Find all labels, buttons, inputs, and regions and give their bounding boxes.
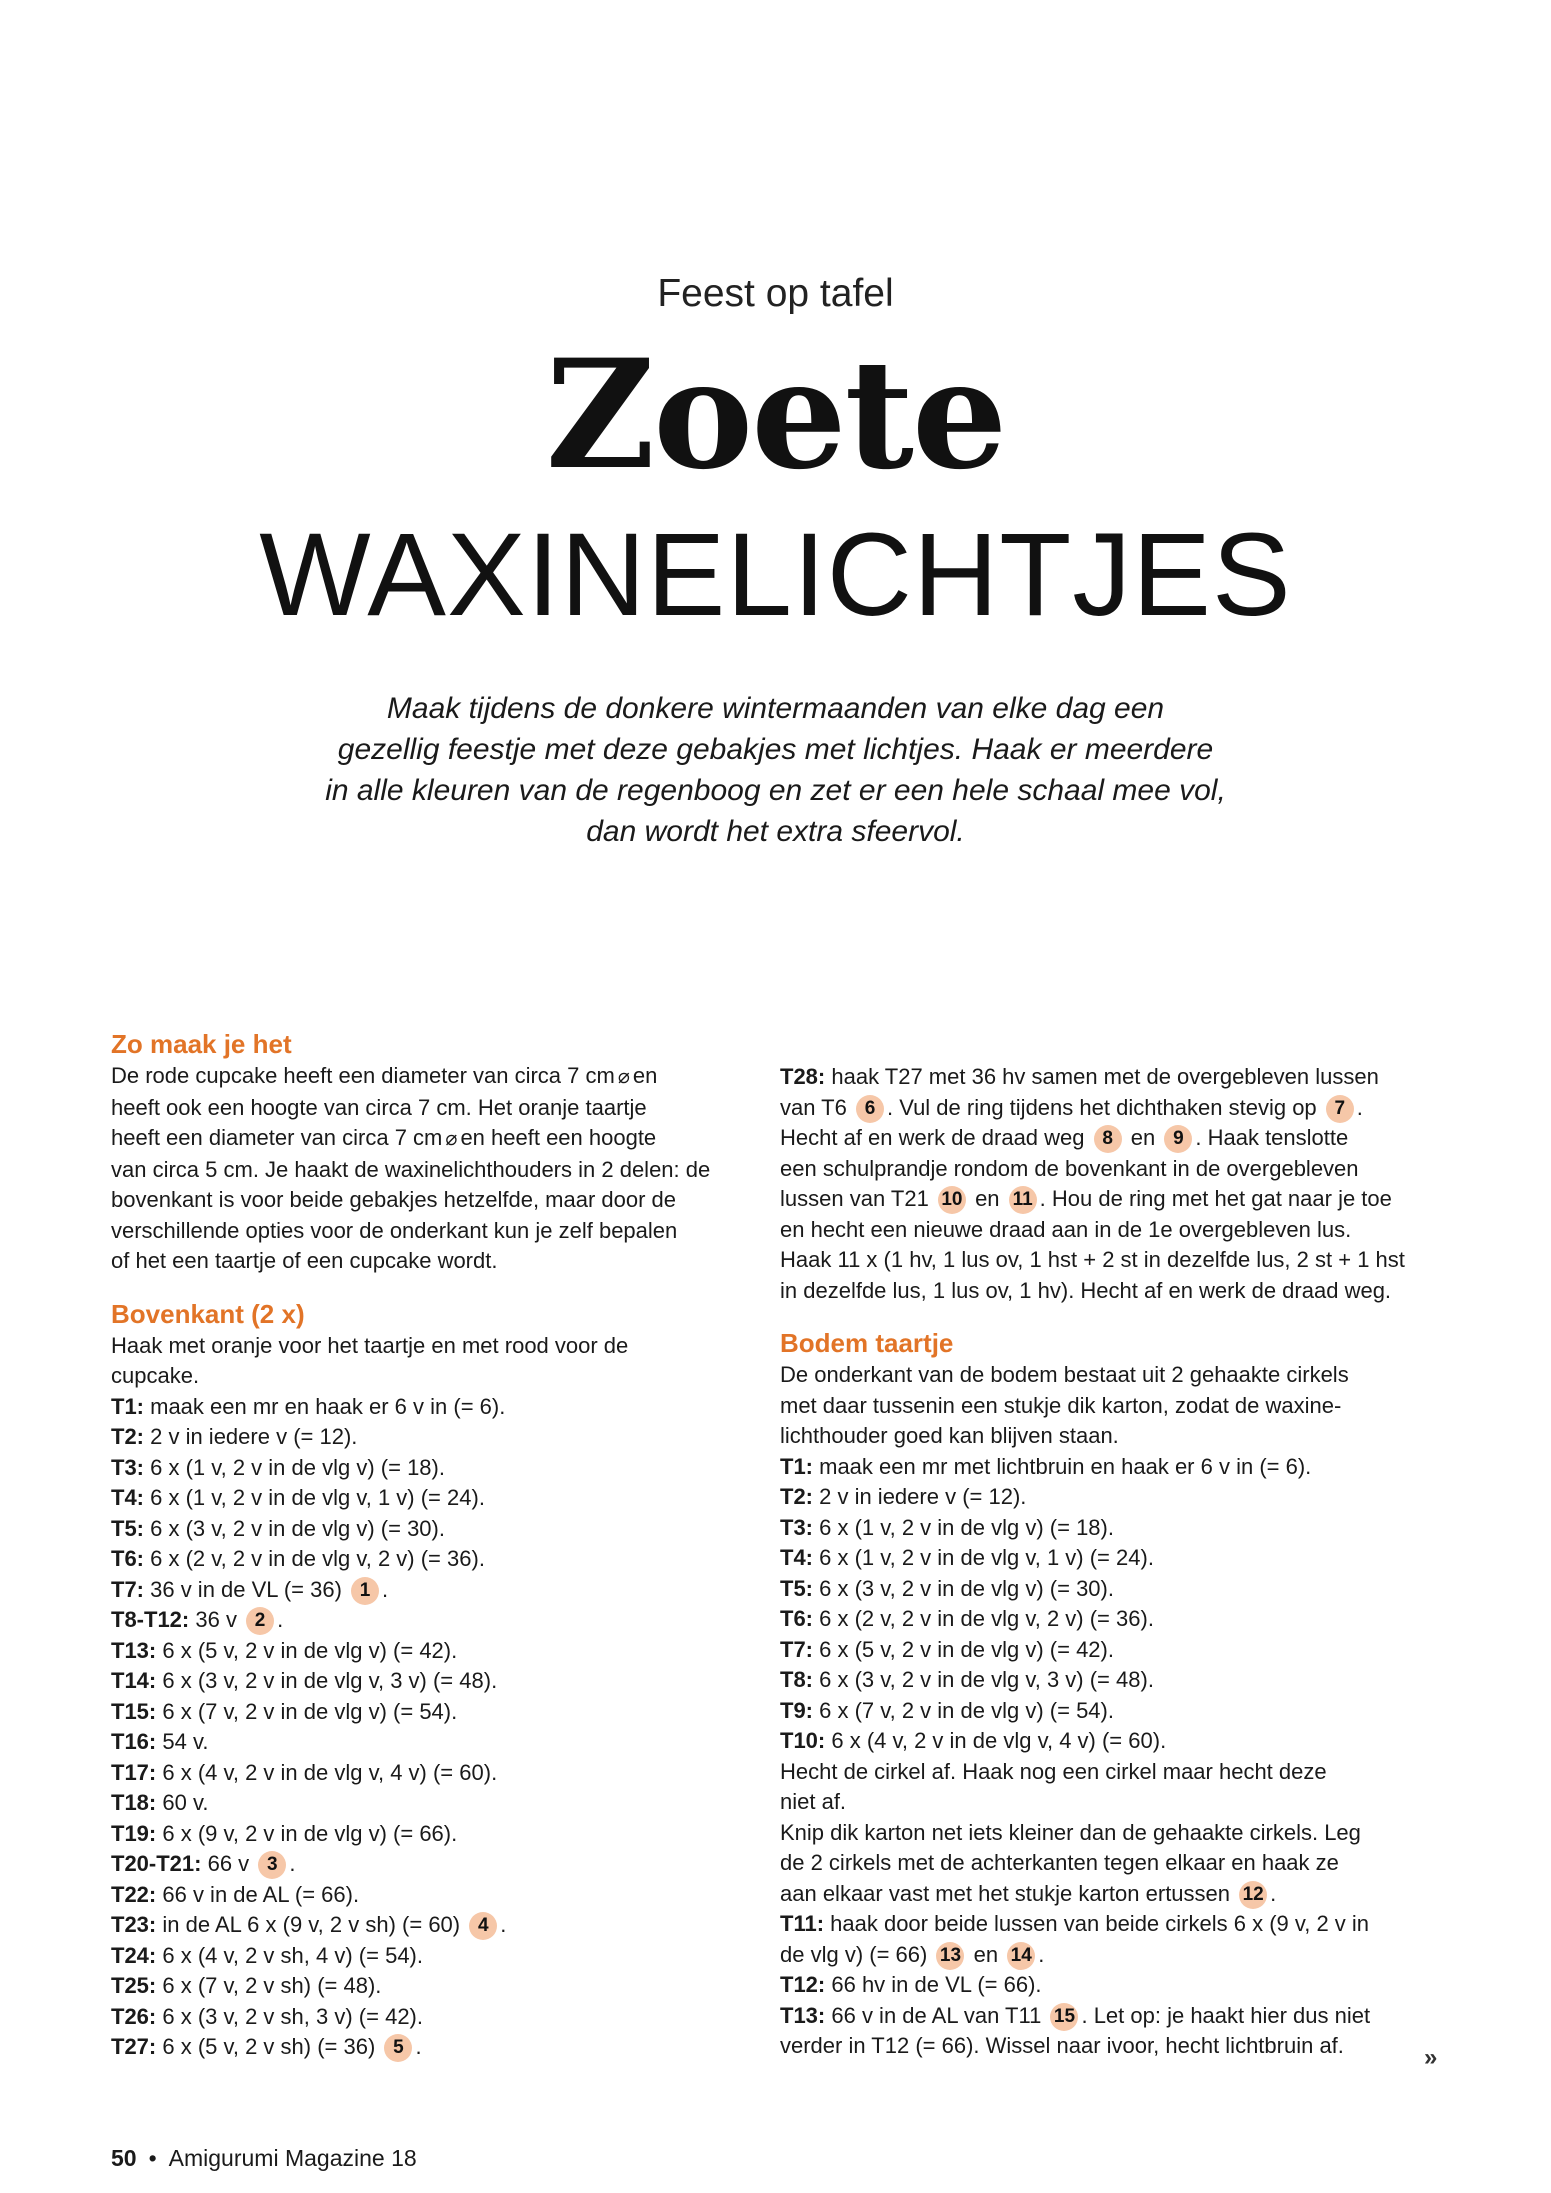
round-row: [780, 1696, 1440, 1727]
round-label: T11:: [780, 1911, 825, 1936]
page-number: 50: [111, 2145, 137, 2171]
round-text: 66 v in de AL (= 66).: [156, 1881, 360, 1907]
right-column: [780, 1062, 1440, 2062]
round-label: T17:: [111, 1759, 157, 1785]
text-line: de 2 cirkels met de achterkanten tegen elkaar en haak ze: [780, 1850, 1339, 1875]
round-row: [111, 1514, 741, 1545]
heading-bovenkant: Bovenkant (2 x): [111, 1298, 305, 1329]
round-label: T8:: [780, 1667, 813, 1692]
text-line: [780, 1062, 1440, 1093]
step-badge: 1: [351, 1577, 379, 1605]
round-text: 6 x (1 v, 2 v in de vlg v) (= 18).: [813, 1514, 1114, 1540]
round-label: T24:: [111, 1942, 157, 1968]
text-line: in dezelfde lus, 1 lus ov, 1 hv). Hecht af en werk de draad weg.: [780, 1277, 1392, 1303]
round-row: [111, 1636, 741, 1667]
step-badge: 8: [1094, 1125, 1122, 1153]
text: .: [277, 1607, 284, 1632]
round-label: T7:: [780, 1636, 813, 1662]
text: . Let op: je haakt hier dus niet: [1081, 2002, 1371, 2028]
text: . Vul de ring tijdens het dichthaken stevig op: [886, 1094, 1317, 1120]
text-line: [780, 1123, 1440, 1154]
text-line: met daar tussenin een stukje dik karton, zodat de waxine-: [780, 1392, 1342, 1418]
text-line: [780, 1093, 1440, 1124]
intro-line: in alle kleuren van de regenboog en zet er een hele schaal mee vol,: [325, 774, 1226, 807]
round-label: T6:: [780, 1606, 813, 1631]
text-line: en hecht een nieuwe draad aan in de 1e overgebleven lus.: [780, 1216, 1352, 1242]
section-kicker: Feest op tafel: [657, 272, 894, 315]
round-label: T22:: [111, 1881, 157, 1907]
heading-bodem-taartje: Bodem taartje: [780, 1328, 954, 1358]
round-label: T7:: [111, 1576, 144, 1602]
round-row: [780, 1452, 1440, 1483]
diameter-icon: ⌀: [617, 1066, 630, 1088]
text: de vlg v) (= 66): [780, 1941, 928, 1967]
text: van T6: [780, 1094, 847, 1120]
round-row: [111, 1880, 741, 1911]
text-line: [780, 1909, 1440, 1940]
text-line: Haak 11 x (1 hv, 1 lus ov, 1 hst + 2 st in dezelfde lus, 2 st + 1 hst: [780, 1247, 1405, 1272]
round-row: [111, 2002, 741, 2033]
text-line: Knip dik karton net iets kleiner dan de gehaakte cirkels. Leg: [780, 1819, 1361, 1845]
round-text: 6 x (3 v, 2 v sh, 3 v) (= 42).: [156, 2003, 423, 2029]
step-badge: 9: [1164, 1125, 1192, 1153]
round-text: 6 x (5 v, 2 v in de vlg v) (= 42).: [156, 1637, 458, 1663]
round-label: T23:: [111, 1912, 157, 1937]
round-text: 2 v in iedere v (= 12).: [813, 1484, 1027, 1509]
step-badge: 2: [246, 1607, 274, 1635]
round-row: [111, 1544, 741, 1575]
round-label: T19:: [111, 1820, 157, 1846]
step-badge: 13: [936, 1942, 964, 1970]
left-column: [111, 1027, 741, 2063]
round-text: 2 v in iedere v (= 12).: [144, 1424, 358, 1449]
round-row: [111, 2032, 741, 2063]
round-label: T15:: [111, 1698, 157, 1724]
text-line: verschillende opties voor de onderkant kun je zelf bepalen: [111, 1217, 678, 1243]
round-label: T13:: [780, 2002, 826, 2028]
step-badge: 10: [938, 1186, 966, 1214]
round-text: 36 v in de VL (= 36): [144, 1576, 342, 1602]
round-label: T9:: [780, 1697, 813, 1723]
round-row: [111, 1392, 741, 1423]
round-text: 6 x (9 v, 2 v in de vlg v) (= 66).: [156, 1820, 458, 1846]
round-text: in de AL 6 x (9 v, 2 v sh) (= 60): [156, 1912, 461, 1937]
text-line: lichthouder goed kan blijven staan.: [780, 1423, 1119, 1448]
round-text: 6 x (4 v, 2 v in de vlg v, 4 v) (= 60).: [156, 1759, 498, 1785]
text: en: [1130, 1125, 1156, 1150]
round-text: 6 x (2 v, 2 v in de vlg v, 2 v) (= 36).: [813, 1606, 1154, 1631]
round-row: [111, 1666, 741, 1697]
section1-body: [111, 1061, 741, 1277]
heading-zo-maak-je-het: Zo maak je het: [111, 1029, 292, 1059]
round-row: [111, 1819, 741, 1850]
text-line: [780, 1184, 1440, 1215]
text: heeft een diameter van circa 7 cm: [111, 1125, 443, 1150]
round-label: T27:: [111, 2034, 157, 2059]
text-line: bovenkant is voor beide gebakjes hetzelfde, maar door de: [111, 1187, 677, 1212]
text-line: De onderkant van de bodem bestaat uit 2 gehaakte cirkels: [780, 1362, 1349, 1387]
round-text: 6 x (5 v, 2 v in de vlg v) (= 42).: [813, 1636, 1114, 1662]
round-label: T6:: [111, 1546, 144, 1571]
round-row: [780, 1543, 1440, 1574]
round-row: [780, 1574, 1440, 1605]
round-label: T1:: [780, 1453, 813, 1479]
round-row: [111, 1788, 741, 1819]
round-text: 6 x (3 v, 2 v in de vlg v) (= 30).: [813, 1575, 1114, 1601]
intro-line: gezellig feestje met deze gebakjes met lichtjes. Haak er meerdere: [337, 733, 1214, 766]
step-badge: 14: [1007, 1942, 1035, 1970]
text-line: niet af.: [780, 1789, 847, 1814]
text: 66 hv in de VL (= 66).: [825, 1972, 1042, 1997]
round-label: T2:: [780, 1484, 813, 1509]
text: en: [973, 1941, 999, 1967]
text-line: Hecht de cirkel af. Haak nog een cirkel maar hecht deze: [780, 1758, 1327, 1784]
magazine-name: Amigurumi Magazine 18: [168, 2145, 417, 2171]
round-text: 6 x (5 v, 2 v sh) (= 36): [156, 2034, 376, 2059]
round-label: T12:: [780, 1972, 826, 1997]
text: .: [1356, 1094, 1363, 1120]
round-label: T28:: [780, 1064, 826, 1089]
round-label: T10:: [780, 1728, 826, 1753]
intro-line: dan wordt het extra sfeervol.: [586, 815, 965, 848]
round-row: [111, 1422, 741, 1453]
round-label: T5:: [111, 1515, 144, 1541]
page-footer: [111, 2145, 417, 2172]
round-row: [111, 1453, 741, 1484]
round-list: [780, 1452, 1440, 1757]
text-line: [780, 1879, 1440, 1910]
intro-line: Maak tijdens de donkere wintermaanden van elke dag een: [386, 692, 1165, 725]
text-line: een schulprandje rondom de bovenkant in de overgebleven: [780, 1155, 1359, 1181]
title-main: Zoete: [545, 327, 1006, 503]
round-list: [111, 1392, 741, 2063]
text-line: verder in T12 (= 66). Wissel naar ivoor, hecht lichtbruin af.: [780, 2033, 1344, 2058]
text: lussen van T21: [780, 1186, 929, 1211]
round-row: [111, 1849, 741, 1880]
text: .: [500, 1912, 507, 1937]
step-badge: 11: [1009, 1186, 1037, 1214]
text: en: [975, 1186, 1000, 1211]
text-line: of het een taartje of een cupcake wordt.: [111, 1248, 498, 1273]
round-row: [111, 1575, 741, 1606]
round-label: T26:: [111, 2003, 157, 2029]
footer-bullet: •: [148, 2145, 157, 2171]
round-text: maak een mr met lichtbruin en haak er 6 v in (= 6).: [813, 1453, 1312, 1479]
round-row: [780, 1665, 1440, 1696]
round-text: maak een mr en haak er 6 v in (= 6).: [144, 1393, 506, 1419]
round-row: [780, 1604, 1440, 1635]
round-text: 6 x (4 v, 2 v sh, 4 v) (= 54).: [156, 1942, 423, 1968]
round-row: [111, 1605, 741, 1636]
round-label: T16:: [111, 1729, 157, 1754]
round-label: T4:: [780, 1545, 813, 1570]
text: haak door beide lussen van beide cirkels 6 x (9 v, 2 v in: [824, 1911, 1370, 1936]
round-text: 6 x (3 v, 2 v in de vlg v) (= 30).: [144, 1515, 445, 1541]
step-badge: 12: [1239, 1881, 1267, 1909]
text-line: van circa 5 cm. Je haakt de waxinelichthouders in 2 delen: de: [111, 1156, 711, 1182]
text-line: [111, 1123, 741, 1155]
text: Hecht af en werk de draad weg: [780, 1125, 1085, 1150]
round-text: 6 x (3 v, 2 v in de vlg v, 3 v) (= 48).: [156, 1668, 498, 1693]
round-label: T14:: [111, 1668, 157, 1693]
text: en: [632, 1063, 658, 1088]
round-row: [111, 1727, 741, 1758]
continue-arrow-icon: »: [1424, 2044, 1438, 2071]
round-text: 6 x (2 v, 2 v in de vlg v, 2 v) (= 36).: [144, 1546, 485, 1571]
round-row: [111, 1483, 741, 1514]
round-label: T2:: [111, 1424, 144, 1449]
round-label: T3:: [111, 1454, 144, 1480]
text: haak T27 met 36 hv samen met de overgebleven lussen: [825, 1064, 1379, 1089]
text: aan elkaar vast met het stukje karton ertussen: [780, 1880, 1231, 1906]
text-line: [780, 1970, 1440, 2001]
step-badge: 4: [469, 1912, 497, 1940]
text-line: [111, 1061, 741, 1093]
round-label: T8-T12:: [111, 1607, 190, 1632]
round-label: T3:: [780, 1514, 813, 1540]
spacer: [780, 1306, 1440, 1326]
round-row: [111, 1697, 741, 1728]
text: .: [382, 1576, 389, 1602]
text: en heeft een hoogte: [460, 1125, 657, 1150]
round-text: 6 x (7 v, 2 v in de vlg v) (= 54).: [813, 1697, 1114, 1723]
round-label: T13:: [111, 1637, 157, 1663]
text: .: [415, 2034, 422, 2059]
round-text: 54 v.: [156, 1729, 209, 1754]
round-label: T20-T21:: [111, 1851, 202, 1876]
spacer: [111, 1277, 741, 1297]
round-text: 66 v: [201, 1851, 250, 1876]
round-text: 6 x (4 v, 2 v in de vlg v, 4 v) (= 60).: [825, 1728, 1167, 1753]
round-text: 60 v.: [156, 1790, 209, 1815]
text: .: [289, 1851, 296, 1876]
text-line: heeft ook een hoogte van circa 7 cm. Het oranje taartje: [111, 1094, 647, 1120]
round-row: [111, 1910, 741, 1941]
round-text: 6 x (7 v, 2 v sh) (= 48).: [156, 1973, 382, 1998]
round-text: 6 x (1 v, 2 v in de vlg v, 1 v) (= 24).: [144, 1485, 485, 1510]
text: .: [1270, 1880, 1277, 1906]
round-row: [780, 1726, 1440, 1757]
text: De rode cupcake heeft een diameter van circa 7 cm: [111, 1063, 615, 1088]
round-text: 36 v: [189, 1607, 237, 1632]
intro-text: [250, 688, 1301, 852]
round-row: [111, 1971, 741, 2002]
text: 66 v in de AL van T11: [825, 2002, 1042, 2028]
text-line: Haak met oranje voor het taartje en met rood voor de: [111, 1332, 629, 1358]
diameter-icon: ⌀: [445, 1128, 458, 1150]
round-row: [111, 1758, 741, 1789]
title-sub: WAXINELICHTJES: [259, 509, 1292, 641]
round-row: [111, 1941, 741, 1972]
round-row: [780, 1635, 1440, 1666]
round-text: 6 x (3 v, 2 v in de vlg v, 3 v) (= 48).: [813, 1667, 1154, 1692]
text-line: cupcake.: [111, 1363, 200, 1388]
round-text: 6 x (1 v, 2 v in de vlg v) (= 18).: [144, 1454, 445, 1480]
step-badge: 3: [258, 1851, 286, 1879]
text: . Haak tenslotte: [1195, 1125, 1349, 1150]
round-label: T18:: [111, 1790, 157, 1815]
round-label: T25:: [111, 1973, 157, 1998]
round-label: T1:: [111, 1393, 144, 1419]
round-row: [780, 1513, 1440, 1544]
round-text: 6 x (7 v, 2 v in de vlg v) (= 54).: [156, 1698, 458, 1724]
text: . Hou de ring met het gat naar je toe: [1039, 1186, 1392, 1211]
round-text: 6 x (1 v, 2 v in de vlg v, 1 v) (= 24).: [813, 1545, 1154, 1570]
round-label: T4:: [111, 1485, 144, 1510]
round-label: T5:: [780, 1575, 813, 1601]
step-badge: 7: [1326, 1095, 1354, 1123]
step-badge: 15: [1050, 2003, 1078, 2031]
step-badge: 6: [856, 1095, 884, 1123]
text: .: [1038, 1941, 1045, 1967]
text-line: [780, 2001, 1440, 2032]
step-badge: 5: [384, 2034, 412, 2062]
round-row: [780, 1482, 1440, 1513]
text-line: [780, 1940, 1440, 1971]
